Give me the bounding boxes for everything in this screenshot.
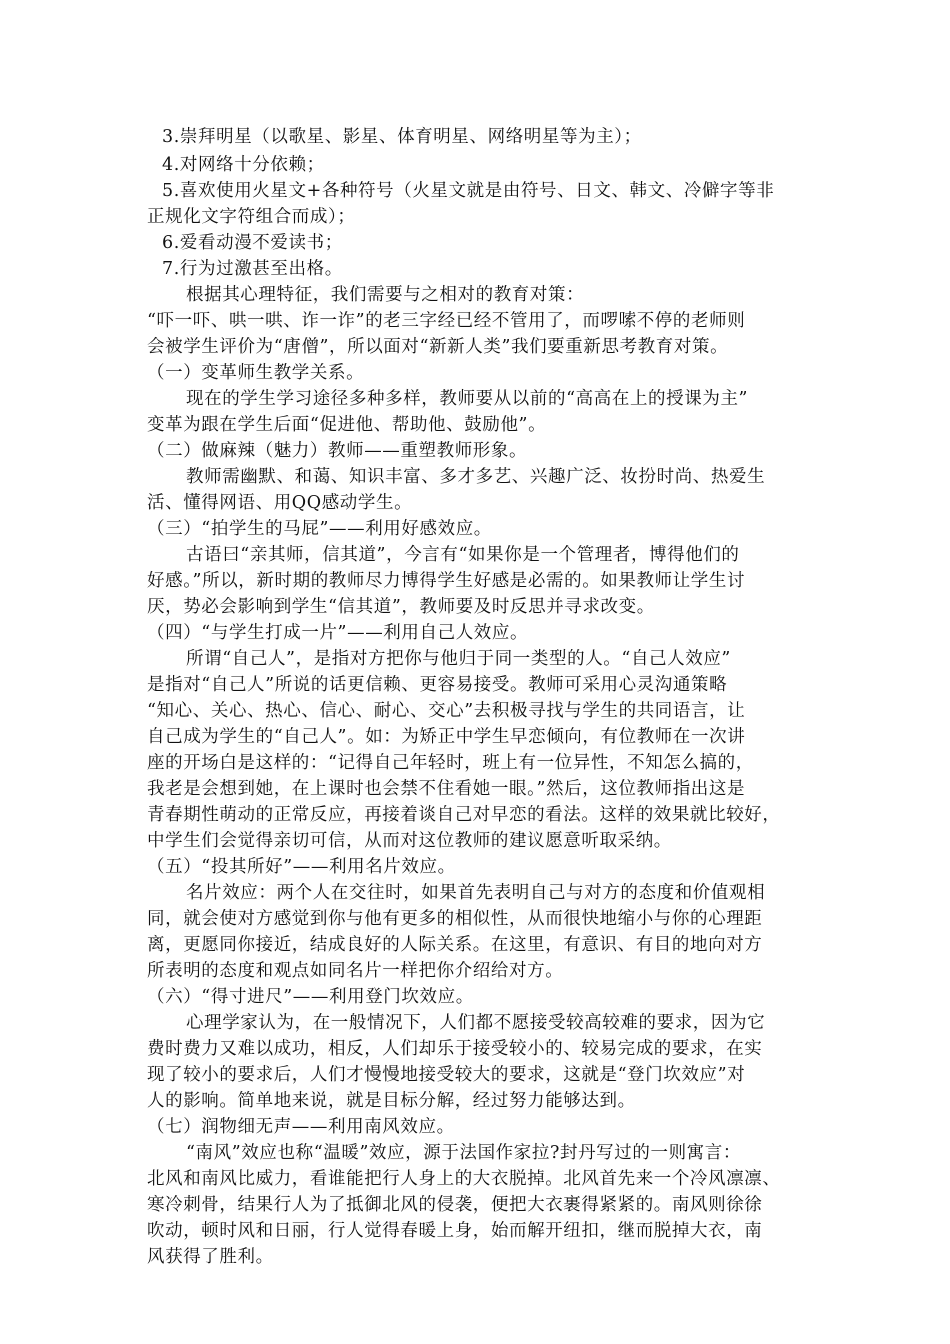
text-line: 我老是会想到她，在上课时也会禁不住看她一眼。”然后，这位教师指出这是 (147, 779, 746, 799)
text-line: 北风和南风比威力，看谁能把行人身上的大衣脱掉。北风首先来一个冷风凛凛、 (147, 1169, 781, 1189)
text-line: 同，就会使对方感觉到你与他有更多的相似性，从而很快地缩小与你的心理距 (147, 909, 763, 929)
text-line: 青春期性萌动的正常反应，再接着谈自己对早恋的看法。这样的效果就比较好， (147, 805, 781, 825)
text-line: 活、懂得网语、用QQ感动学生。 (147, 493, 413, 513)
section-heading: （六）“得寸进尺”——利用登门坎效应。 (147, 987, 474, 1007)
text-line: 厌，势必会影响到学生“信其道”，教师要及时反思并寻求改变。 (147, 597, 655, 617)
text-line: 座的开场白是这样的：“记得自己年轻时，班上有一位异性，不知怎么搞的， (147, 753, 754, 773)
text-line: 吹动，顿时风和日丽，行人觉得春暖上身，始而解开纽扣，继而脱掉大衣，南 (147, 1221, 763, 1241)
text-line: 自己成为学生的“自己人”。如：为矫正中学生早恋倾向，有位教师在一次讲 (147, 727, 746, 747)
list-item: 5.喜欢使用火星文+各种符号（火星文就是由符号、日文、韩文、冷僻字等非 (162, 181, 775, 201)
text-line: 现了较小的要求后，人们才慢慢地接受较大的要求，这就是“登门坎效应”对 (147, 1065, 746, 1085)
list-item: 7.行为过激甚至出格。 (162, 259, 343, 279)
text-line: 人的影响。简单地来说，就是目标分解，经过努力能够达到。 (147, 1091, 636, 1111)
text-line: 是指对“自己人”所说的话更信赖、更容易接受。教师可采用心灵沟通策略 (147, 675, 728, 695)
text-line: 风获得了胜利。 (147, 1247, 274, 1267)
section-heading: （七）润物细无声——利用南风效应。 (147, 1117, 455, 1137)
text-line: “吓一吓、哄一哄、诈一诈”的老三字经已经不管用了，而啰嗦不停的老师则 (147, 311, 746, 331)
paragraph-lead: 名片效应：两个人在交往时，如果首先表明自己与对方的态度和价值观相 (186, 883, 766, 903)
text-line: 所表明的态度和观点如同名片一样把你介绍给对方。 (147, 961, 564, 981)
list-item: 4.对网络十分依赖； (162, 155, 325, 175)
text-line: “知心、关心、热心、信心、耐心、交心”去积极寻找与学生的共同语言，让 (147, 701, 746, 721)
paragraph-lead: “南风”效应也称“温暖”效应，源于法国作家拉?封丹写过的一则寓言： (186, 1143, 741, 1163)
text-line: 好感。”所以，新时期的教师尽力博得学生好感是必需的。如果教师让学生讨 (147, 571, 746, 591)
section-heading: （四）“与学生打成一片”——利用自己人效应。 (147, 623, 529, 643)
paragraph-lead: 心理学家认为，在一般情况下，人们都不愿接受较高较难的要求，因为它 (186, 1013, 766, 1033)
text-line: 会被学生评价为“唐僧”，所以面对“新新人类”我们要重新思考教育对策。 (147, 337, 729, 357)
text-line: 中学生们会觉得亲切可信，从而对这位教师的建议愿意听取采纳。 (147, 831, 672, 851)
text-line: 寒冷刺骨，结果行人为了抵御北风的侵袭，便把大衣裹得紧紧的。南风则徐徐 (147, 1195, 763, 1215)
section-heading: （三）“拍学生的马屁”——利用好感效应。 (147, 519, 492, 539)
list-item: 3.崇拜明星（以歌星、影星、体育明星、网络明星等为主）； (162, 127, 642, 147)
text-line: 离，更愿同你接近，结成良好的人际关系。在这里，有意识、有目的地向对方 (147, 935, 763, 955)
section-heading: （二）做麻辣（魅力）教师——重塑教师形象。 (147, 441, 528, 461)
list-item: 6.爱看动漫不爱读书； (162, 233, 343, 253)
text-line: 正规化文字符组合而成）； (147, 207, 356, 227)
paragraph-lead: 所谓“自己人”，是指对方把你与他归于同一类型的人。“自己人效应” (186, 649, 731, 669)
paragraph-lead: 古语曰“亲其师，信其道”，今言有“如果你是一个管理者，博得他们的 (186, 545, 740, 565)
paragraph-lead: 教师需幽默、和蔼、知识丰富、多才多艺、兴趣广泛、妆扮时尚、热爱生 (186, 467, 766, 487)
paragraph-lead: 根据其心理特征，我们需要与之相对的教育对策： (186, 285, 585, 305)
text-line: 变革为跟在学生后面“促进他、帮助他、鼓励他”。 (147, 415, 547, 435)
text-line: 费时费力又难以成功，相反，人们却乐于接受较小的、较易完成的要求，在实 (147, 1039, 763, 1059)
section-heading: （五）“投其所好”——利用名片效应。 (147, 857, 456, 877)
section-heading: （一）变革师生教学关系。 (147, 363, 365, 383)
paragraph-lead: 现在的学生学习途径多种多样，教师要从以前的“高高在上的授课为主” (186, 389, 749, 409)
